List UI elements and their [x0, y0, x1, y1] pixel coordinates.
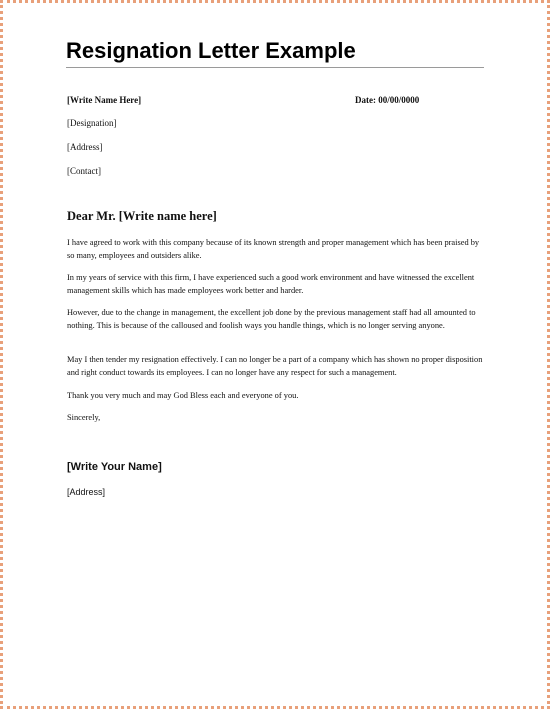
closing-line: Sincerely,: [67, 413, 101, 422]
sender-address: [Address]: [67, 142, 103, 152]
body-paragraph-3: However, due to the change in management, the excellent job done by the previous management staff had all amounted to nothing. This is because of the calloused and foolish ways you handle things, which is no longer serving anyone.: [67, 308, 476, 330]
title-divider: [66, 67, 484, 68]
signature-name: [Write Your Name]: [67, 461, 162, 473]
sender-name: [Write Name Here]: [67, 95, 142, 105]
sender-designation: [Designation]: [67, 118, 117, 128]
document-title: Resignation Letter Example: [66, 38, 356, 63]
letter-date: Date: 00/00/0000: [355, 95, 420, 105]
sender-contact: [Contact]: [67, 166, 101, 176]
body-paragraph-1: I have agreed to work with this company because of its known strength and proper management which has been praised by so many, employees and outsiders alike.: [67, 238, 480, 260]
body-paragraph-2: In my years of service with this firm, I have experienced such a good work environment and have witnessed the excellent management skills which has made employees work better and harder.: [67, 273, 475, 295]
body-paragraph-4: May I then tender my resignation effectively. I can no longer be a part of a company which has shown no proper disposition and right conduct towards its employees. I can no longer have any respect for such a management.: [67, 355, 483, 377]
body-paragraph-5: Thank you very much and may God Bless each and everyone of you.: [67, 391, 299, 400]
signature-address: [Address]: [67, 487, 106, 497]
salutation: Dear Mr. [Write name here]: [67, 209, 217, 223]
